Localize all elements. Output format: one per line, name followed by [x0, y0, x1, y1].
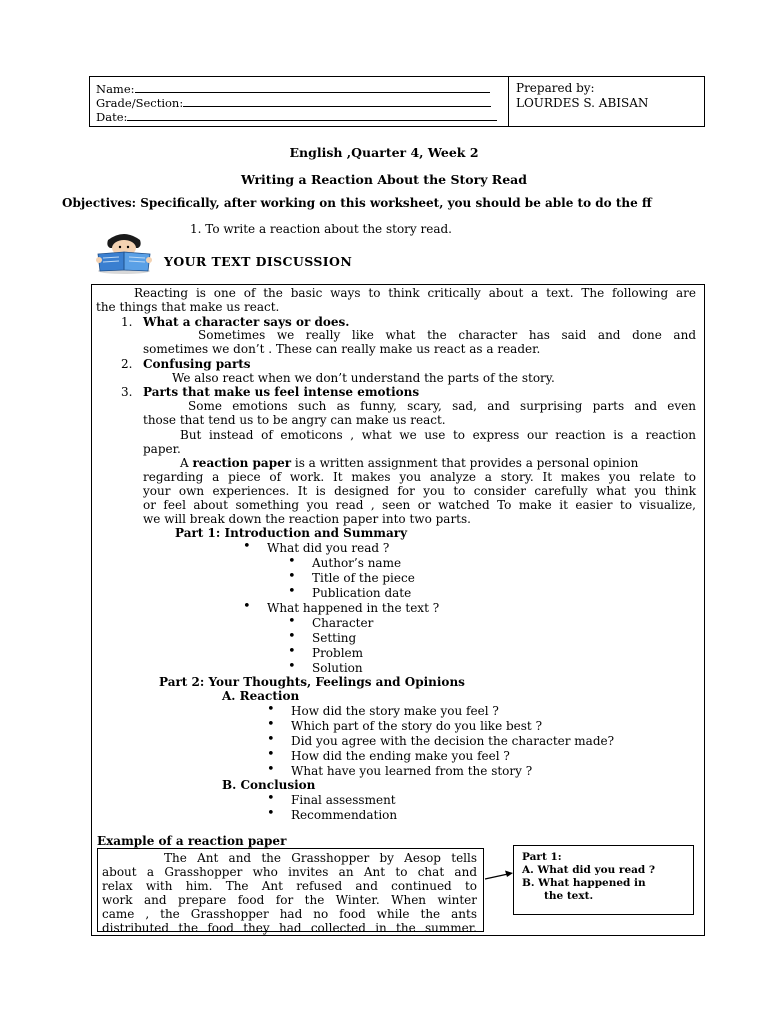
story-line-6: distributed the food they had collected in the summer. [102, 921, 477, 935]
item-2-number: 2. [121, 357, 133, 371]
item-3-line-1: Some emotions such as funny, scary, sad, and surprising parts and even [188, 399, 696, 413]
rp-rest: is a written assignment that provides a personal opinion [291, 456, 639, 470]
reaction-heading: A. Reaction [222, 689, 300, 703]
reaction-paper-line-2: regarding a piece of work. It makes you analyze a story. It makes you relate to [143, 470, 696, 484]
reaction-paper-line-3: your own experiences. It is designed for you to consider carefully what you think [143, 484, 696, 498]
item-1-line-1: Sometimes we really like what the character has said and done and [198, 328, 696, 342]
part-box-a: A. What did you read ? [522, 864, 656, 876]
name-line[interactable] [135, 81, 490, 93]
reaction-paper-line-5: we will break down the reaction paper into two parts. [143, 512, 471, 526]
story-line-4: work and prepare food for the Winter. When winter [102, 893, 477, 907]
worksheet-subtitle: Writing a Reaction About the Story Read [241, 172, 527, 187]
p1-publication-date: • Publication date [312, 586, 411, 600]
header-table [89, 76, 705, 127]
part-box-b: B. What happened in [522, 877, 646, 889]
reaction-paper-line-4: or feel about something you read , seen or watched To make it easier to visualize, [143, 498, 696, 512]
grade-label: Grade/Section: [96, 96, 184, 110]
item-3-title: Parts that make us feel intense emotions [143, 385, 420, 399]
p1-what-did-you-read: • What did you read ? [267, 541, 389, 555]
story-line-1: The Ant and the Grasshopper by Aesop tells [164, 851, 477, 865]
header-divider [508, 77, 509, 126]
reaction-paper-line-1 [180, 456, 638, 470]
discussion-heading: YOUR TEXT DISCUSSION [164, 254, 353, 269]
date-line[interactable] [127, 109, 497, 121]
p1-title-of-piece: • Title of the piece [312, 571, 415, 585]
rp-term: reaction paper [192, 456, 292, 470]
objective-item: 1. To write a reaction about the story read. [190, 222, 452, 236]
part-1-box [513, 845, 694, 915]
story-line-2: about a Grasshopper who invites an Ant to chat and [102, 865, 477, 879]
c-recommendation: • Recommendation [291, 808, 397, 822]
part-2-heading: Part 2: Your Thoughts, Feelings and Opinions [159, 675, 465, 689]
p1-problem: • Problem [312, 646, 363, 660]
rp-prefix: A [180, 456, 193, 470]
date-label: Date: [96, 110, 128, 124]
grade-line[interactable] [183, 95, 491, 107]
item-1-title: What a character says or does. [143, 315, 350, 329]
story-line-3: relax with him. The Ant refused and continued to [102, 879, 477, 893]
prepared-name: LOURDES S. ABISAN [516, 96, 649, 110]
r-ending-feel: • How did the ending make you feel ? [291, 749, 510, 763]
conclusion-heading: B. Conclusion [222, 778, 316, 792]
item-1-line-2: sometimes we don’t . These can really make us react as a reader. [143, 342, 541, 356]
r-how-feel: • How did the story make you feel ? [291, 704, 499, 718]
r-learned: • What have you learned from the story ? [291, 764, 532, 778]
child-reading-book-icon [94, 232, 154, 274]
r-like-best: • Which part of the story do you like best ? [291, 719, 542, 733]
part-box-title: Part 1: [522, 851, 562, 863]
prepared-label: Prepared by: [516, 81, 595, 95]
story-line-5: came , the Grasshopper had no food while the ants [102, 907, 477, 921]
p1-what-happened: • What happened in the text ? [267, 601, 439, 615]
item-3-line-2: those that tend us to be angry can make us react. [143, 413, 446, 427]
p1-character: • Character [312, 616, 373, 630]
item-3-number: 3. [121, 385, 133, 399]
p1-solution: • Solution [312, 661, 363, 675]
p1-setting: • Setting [312, 631, 356, 645]
emoticons-line-2: paper. [143, 442, 181, 456]
part-box-b2: the text. [544, 890, 594, 902]
name-label: Name: [96, 82, 135, 96]
date-field[interactable] [96, 109, 497, 125]
worksheet-title: English ,Quarter 4, Week 2 [289, 145, 479, 160]
intro-line-1: Reacting is one of the basic ways to think critically about a text. The following are [134, 286, 696, 300]
p1-authors-name: • Author’s name [312, 556, 401, 570]
story-box [97, 848, 484, 935]
item-2-line-1: We also react when we don’t understand the parts of the story. [172, 371, 555, 385]
example-heading: Example of a reaction paper [97, 834, 287, 848]
item-2-title: Confusing parts [143, 357, 251, 371]
item-1-number: 1. [121, 315, 133, 329]
objectives: Objectives: Specifically, after working on this worksheet, you should be able to do the ff [62, 196, 652, 210]
emoticons-line-1: But instead of emoticons , what we use to express our reaction is a reaction [180, 428, 696, 442]
r-agree-decision: • Did you agree with the decision the character made? [291, 734, 614, 748]
intro-line-2: the things that make us react. [96, 300, 280, 314]
c-final-assessment: • Final assessment [291, 793, 396, 807]
part-1-heading: Part 1: Introduction and Summary [175, 526, 408, 540]
arrow-right-icon [484, 868, 514, 884]
